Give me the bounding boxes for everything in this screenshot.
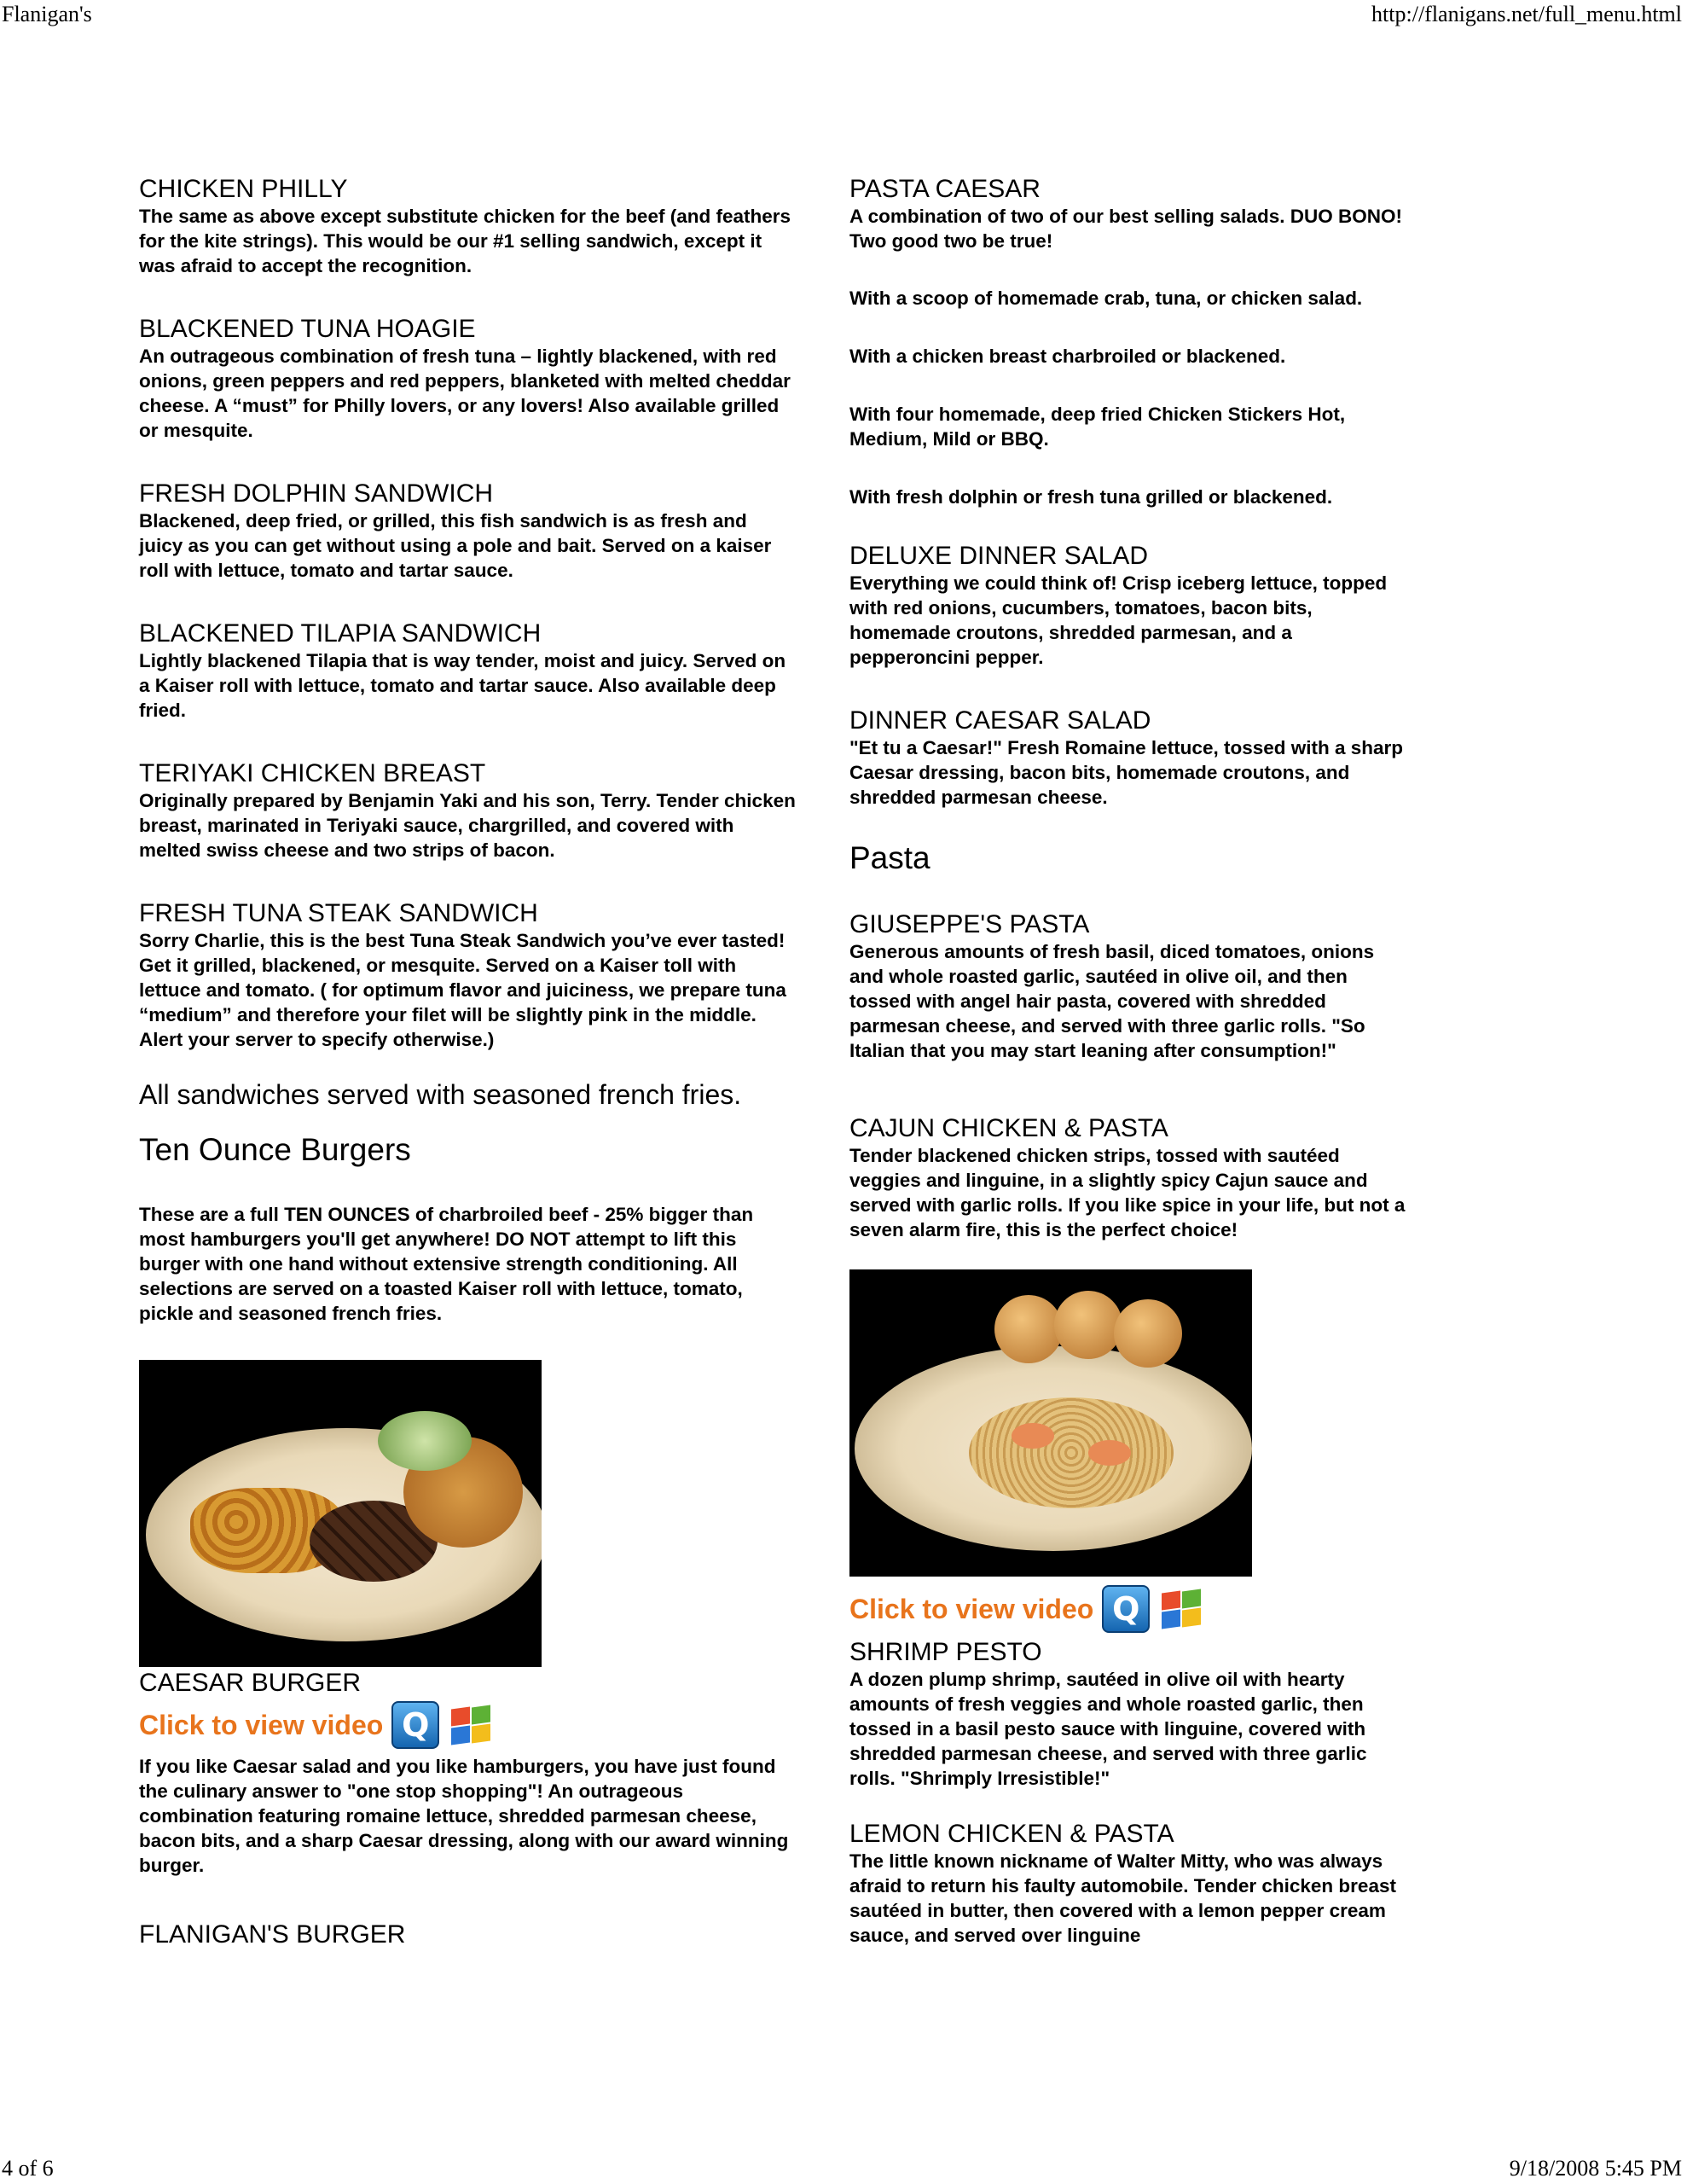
burgers-intro: These are a full TEN OUNCES of charbroiled beef - 25% bigger than most hamburgers you'll get anywhere! DO NOT attempt to lift this burger with one hand without extensive strength conditioning. All selections are served on a toasted Kaiser roll with lettuce, tomato, pickle and seasoned french fries.: [139, 1204, 754, 1324]
browser-header-url: http://flanigans.net/full_menu.html: [1371, 2, 1682, 26]
menu-item: [849, 1114, 1412, 1242]
item-title: DELUXE DINNER SALAD: [849, 542, 1149, 570]
item-description: Originally prepared by Benjamin Yaki and his son, Terry. Tender chicken breast, marinated in Teriyaki sauce, chargrilled, and covered with melted swiss cheese and two strips of bacon.: [139, 790, 796, 861]
quicktime-icon[interactable]: Q: [391, 1701, 439, 1749]
print-timestamp: 9/18/2008 5:45 PM: [1509, 2156, 1682, 2181]
item-title: CHICKEN PHILLY: [139, 175, 348, 203]
menu-item: [139, 899, 796, 1052]
roll-graphic: [1114, 1299, 1182, 1368]
item-description: The same as above except substitute chicken for the beef (and feathers for the kite strings). This would be our #1 selling sandwich, except it was afraid to accept the recognition.: [139, 206, 791, 276]
item-description: An outrageous combination of fresh tuna – lightly blackened, with red onions, green peppers and red peppers, blanketed with melted cheddar cheese. A “must” for Philly lovers, or any lovers! Also available grilled or mesquite.: [139, 346, 791, 441]
menu-item: [139, 175, 796, 278]
menu-item: [849, 706, 1412, 810]
menu-item: [849, 910, 1412, 1063]
shrimp-graphic: [1088, 1440, 1131, 1466]
item-title: FRESH TUNA STEAK SANDWICH: [139, 899, 538, 927]
item-title: SHRIMP PESTO: [849, 1638, 1042, 1666]
shrimp-graphic: [1012, 1423, 1054, 1449]
item-description: A dozen plump shrimp, sautéed in olive oil with hearty amounts of fresh veggies and whole roasted garlic, then tossed in a basil pesto sauce with linguine, covered with shredded parmesan cheese, and served with three garlic rolls. "Shrimply Irresistible!": [849, 1669, 1367, 1789]
windows-media-icon[interactable]: [448, 1703, 492, 1747]
item-description: The little known nickname of Walter Mitty, who was always afraid to return his faulty automobile. Tender chicken breast sautéed in butter, then covered with a lemon pepper cream sauce, and served over linguine: [849, 1850, 1396, 1946]
pasta-caesar-option: With fresh dolphin or fresh tuna grilled or blackened.: [849, 486, 1333, 508]
windows-media-icon[interactable]: [1158, 1587, 1203, 1631]
item-title: CAESAR BURGER: [139, 1669, 362, 1697]
item-description: Lightly blackened Tilapia that is way tender, moist and juicy. Served on a Kaiser roll with lettuce, tomato and tartar sauce. Also available deep fried.: [139, 650, 786, 721]
menu-item: [139, 759, 796, 863]
item-title: DINNER CAESAR SALAD: [849, 706, 1151, 735]
pasta-caesar-option: With a chicken breast charbroiled or blackened.: [849, 346, 1286, 367]
pasta-graphic: [969, 1397, 1174, 1508]
quicktime-icon[interactable]: Q: [1102, 1585, 1150, 1633]
menu-item: [849, 1638, 1412, 1791]
item-title: FLANIGAN'S BURGER: [139, 1920, 406, 1949]
item-title: LEMON CHICKEN & PASTA: [849, 1820, 1174, 1848]
right-column: [849, 175, 1412, 1984]
menu-item: [849, 1820, 1412, 1948]
menu-item: [139, 479, 796, 583]
menu-item: [139, 619, 796, 723]
burger-photo: [139, 1360, 542, 1667]
item-description: Everything we could think of! Crisp iceberg lettuce, topped with red onions, cucumbers, tomatoes, bacon bits, homemade croutons, shredded parmesan, and a pepperoncini pepper.: [849, 572, 1388, 668]
sandwich-note: All sandwiches served with seasoned french fries.: [139, 1079, 742, 1110]
salad-graphic: [378, 1411, 472, 1471]
item-title: GIUSEPPE'S PASTA: [849, 910, 1090, 938]
roll-graphic: [994, 1295, 1063, 1363]
item-description: If you like Caesar salad and you like hamburgers, you have just found the culinary answer to "one stop shopping"! An outrageous combination featuring romaine lettuce, shredded parmesan cheese, bacon bits, and a sharp Caesar dressing, along with our award winning burger.: [139, 1756, 789, 1876]
browser-header-title: Flanigan's: [2, 2, 92, 26]
video-link-row: [139, 1701, 796, 1749]
item-description: Tender blackened chicken strips, tossed with sautéed veggies and linguine, in a slightly spicy Cajun sauce and served with garlic rolls. If you like spice in your life, but not a seven alarm fire, this is the perfect choice!: [849, 1145, 1406, 1240]
pasta-caesar-option: With four homemade, deep fried Chicken Stickers Hot, Medium, Mild or BBQ.: [849, 404, 1346, 450]
item-title: PASTA CAESAR: [849, 175, 1041, 203]
menu-item: [849, 175, 1412, 509]
item-description: A combination of two of our best selling salads. DUO BONO! Two good two be true!: [849, 206, 1402, 252]
menu-item: [139, 315, 796, 443]
section-title-pasta: Pasta: [849, 840, 930, 875]
item-title: BLACKENED TUNA HOAGIE: [139, 315, 476, 343]
view-video-link[interactable]: Click to view video: [849, 1593, 1094, 1624]
page-counter: 4 of 6: [2, 2156, 54, 2181]
view-video-link[interactable]: Click to view video: [139, 1709, 384, 1740]
item-title: BLACKENED TILAPIA SANDWICH: [139, 619, 542, 648]
menu-item: [849, 542, 1412, 670]
section-title-burgers: Ten Ounce Burgers: [139, 1132, 411, 1167]
left-column: [139, 175, 796, 1949]
item-title: FRESH DOLPHIN SANDWICH: [139, 479, 494, 508]
item-description: Sorry Charlie, this is the best Tuna Steak Sandwich you’ve ever tasted! Get it grilled, blackened, or mesquite. Served on a Kaiser toll with lettuce and tomato. ( for optimum flavor and juiciness, we prepare tuna “medium” and therefore your filet will be slightly pink in the middle. Alert your server to specify otherwise.): [139, 930, 786, 1050]
item-title: TERIYAKI CHICKEN BREAST: [139, 759, 486, 787]
item-description: Blackened, deep fried, or grilled, this fish sandwich is as fresh and juicy as you can get without using a pole and bait. Served on a kaiser roll with lettuce, tomato and tartar sauce.: [139, 510, 772, 581]
pasta-caesar-option: With a scoop of homemade crab, tuna, or chicken salad.: [849, 288, 1363, 309]
item-description: "Et tu a Caesar!" Fresh Romaine lettuce, tossed with a sharp Caesar dressing, bacon bits, homemade croutons, and shredded parmesan cheese.: [849, 737, 1404, 808]
video-link-row: [849, 1585, 1412, 1633]
item-description: Generous amounts of fresh basil, diced tomatoes, onions and whole roasted garlic, sautéed in olive oil, and then tossed with angel hair pasta, covered with shredded parmesan cheese, and served with three garlic rolls. "So Italian that you may start leaning after consumption!": [849, 941, 1375, 1061]
pasta-photo: [849, 1269, 1252, 1577]
roll-graphic: [1054, 1291, 1122, 1359]
item-title: CAJUN CHICKEN & PASTA: [849, 1114, 1168, 1142]
